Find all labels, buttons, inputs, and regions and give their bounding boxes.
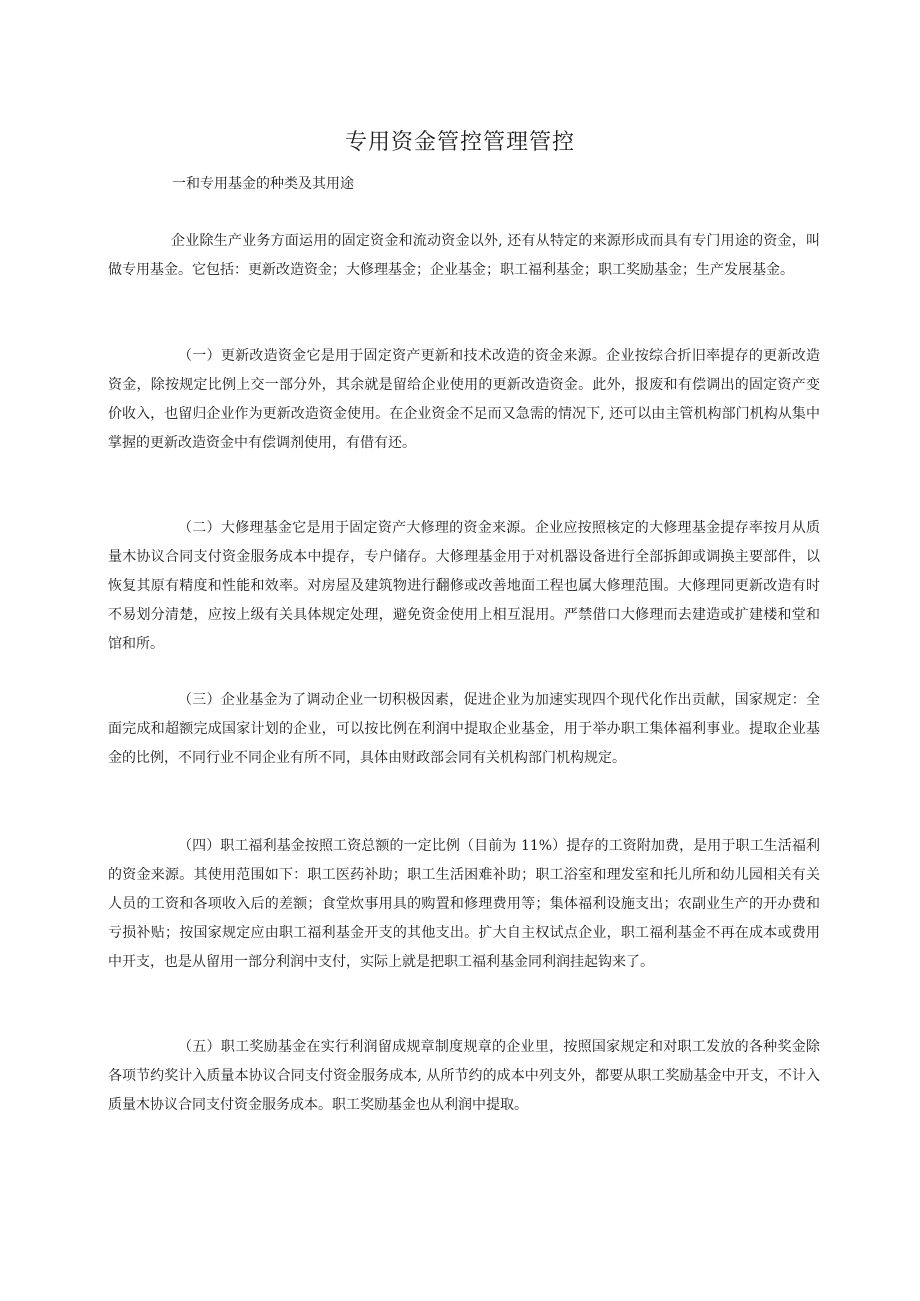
section-heading: 一和专用基金的种类及其用途 [172,176,354,192]
paragraph-intro: 企业除生产业务方面运用的固定资金和流动资金以外, 还有从特定的来源形成而具有专门用途的资金，叫做专用基金。它包括：更新改造资金；大修理基金；企业基金；职工福利基金；职工奖励基金；生产发展基金。 [108,233,820,278]
paragraph-renewal-fund: （一）更新改造资金它是用于固定资产更新和技术改造的资金来源。企业按综合折旧率提存的更新改造资金，除按规定比例上交一部分外，其余就是留给企业使用的更新改造资金。此外，报废和有偿调出的固定资产变价收入，也留归企业作为更新改造资金使用。在企业资金不足而又急需的情况下, 还可以由主管机构部门机构从集中掌握的更新改造资金中有偿调剂使用，有借有还。 [108,348,820,451]
paragraph-bonus-fund: （五）职工奖励基金在实行利润留成规章制度规章的企业里，按照国家规定和对职工发放的各种奖金除各项节约奖计入质量本协议合同支付资金服务成本, 从所节约的成本中列支外，都要从职工奖励基金中开支，不计入质量木协议合同支付资金服务成本。职工奖励基金也从利润中提取。 [108,1039,820,1113]
paragraph-major-repair-fund: （二）大修理基金它是用于固定资产大修理的资金来源。企业应按照核定的大修理基金提存率按月从质量木协议合同支付资金服务成本中提存，专户储存。大修理基金用于对机器设备进行全部拆卸或调换主要部件，以恢复其原有精度和性能和效率。对房屋及建筑物进行翻修或改善地面工程也属大修理范围。大修理同更新改造有时不易划分清楚，应按上级有关具体规定处理，避免资金使用上相互混用。严禁借口大修理而去建造或扩建楼和堂和馆和所。 [108,520,820,652]
paragraph-enterprise-fund: （三）企业基金为了调动企业一切积极因素，促进企业为加速实现四个现代化作出贡献，国家规定：全面完成和超额完成国家计划的企业，可以按比例在利润中提取企业基金，用于举办职工集体福利事业。提取企业基金的比例，不同行业不同企业有所不同，具体由财政部会同有关机构部门机构规定。 [108,692,820,766]
paragraph-welfare-fund: （四）职工福利基金按照工资总额的一定比例（目前为 11%）提存的工资附加费，是用于职工生活福利的资金来源。其使用范围如下：职工医药补助；职工生活困难补助；职工浴室和理发室和托儿所和幼儿园相关有关人员的工资和各项收入后的差额；食堂炊事用具的购置和修理费用等；集体福利设施支出；农副业生产的开办费和亏损补贴；按国家规定应由职工福利基金开支的其他支出。扩大自主权试点企业，职工福利基金不再在成本或费用中开支，也是从留用一部分利润中支付，实际上就是把职工福利基金同利润挂起钩来了。 [108,838,820,970]
page-title: 专用资金管控管理管控 [344,130,575,155]
